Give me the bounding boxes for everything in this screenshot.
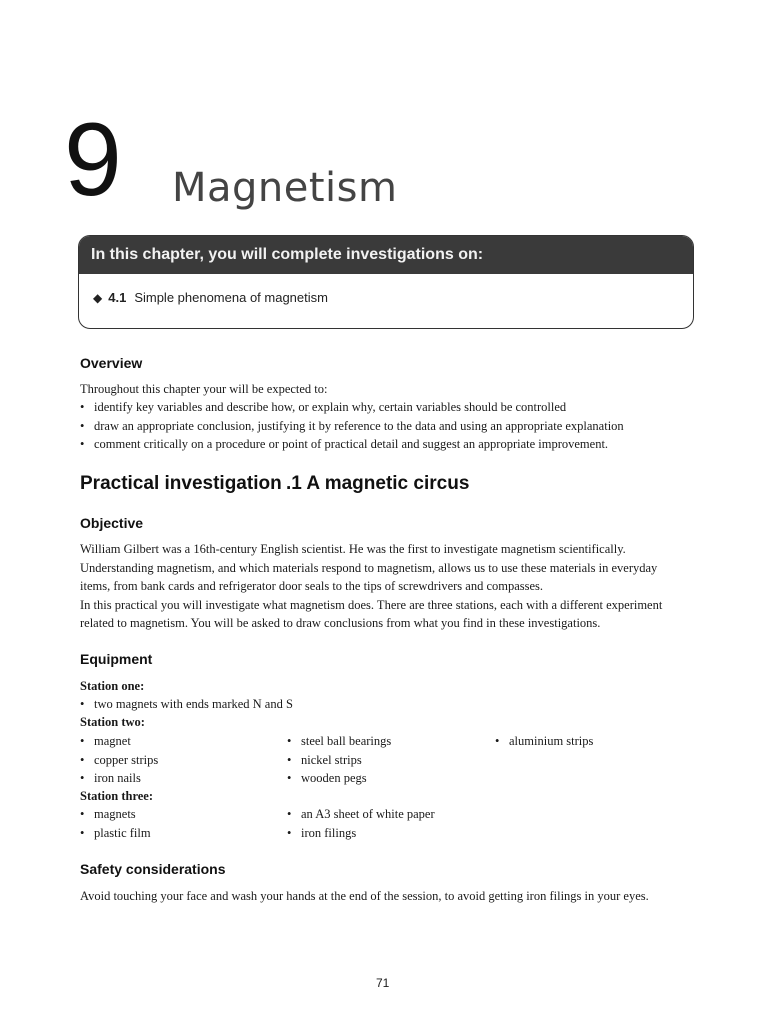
chapter-investigations-box	[78, 235, 694, 329]
list-item: • magnets	[80, 805, 151, 824]
list-item: • plastic film	[80, 824, 151, 843]
objective-line: items, from bank cards and refrigerator door seals to the tips of screwdrivers and compasses.	[80, 579, 544, 593]
list-item: • wooden pegs	[287, 769, 391, 788]
station-three-col2	[287, 805, 435, 842]
station-two-col3	[495, 732, 593, 751]
objective-line: William Gilbert was a 16th-century English scientist. He was the first to investigate magnetism scientifically.	[80, 542, 626, 556]
overview-heading: Overview	[80, 355, 143, 371]
objective-line: related to magnetism. You will be asked to draw conclusions from what you find in these investigations.	[80, 616, 601, 630]
list-item: • comment critically on a procedure or point of practical detail and suggest an appropriate improvement.	[80, 435, 624, 454]
safety-heading: Safety considerations	[80, 861, 226, 877]
list-item: • identify key variables and describe how, or explain why, certain variables should be controlled	[80, 398, 624, 417]
list-item: • draw an appropriate conclusion, justifying it by reference to the data and using an appropriate explanation	[80, 417, 624, 436]
station-one-label: Station one:	[80, 679, 145, 693]
box-item	[79, 274, 693, 305]
objective-line: Understanding magnetism, and which materials respond to magnetism, allows us to use these materials in everyday	[80, 560, 658, 575]
list-item: • two magnets with ends marked N and S	[80, 695, 293, 714]
list-item: • aluminium strips	[495, 732, 593, 751]
investigation-label: Practical investigation	[80, 473, 282, 494]
chapter-title: Magnetism	[172, 165, 398, 211]
overview-bullets	[80, 398, 624, 454]
list-item: • magnet	[80, 732, 158, 751]
list-item: • steel ball bearings	[287, 732, 391, 751]
station-one-list	[80, 695, 293, 714]
box-item-text: Simple phenomena of magnetism	[134, 290, 328, 305]
box-item-number: 4.1	[108, 290, 127, 305]
station-two-col2	[287, 732, 391, 788]
page-number: 71	[376, 976, 390, 990]
safety-text: Avoid touching your face and wash your hands at the end of the session, to avoid getting iron filings in your eyes.	[80, 889, 649, 903]
list-item: • an A3 sheet of white paper	[287, 805, 435, 824]
objective-text	[80, 540, 700, 633]
overview-intro: Throughout this chapter your will be expected to:	[80, 382, 328, 396]
station-three-label: Station three:	[80, 789, 154, 803]
station-two-label: Station two:	[80, 715, 145, 729]
box-heading: In this chapter, you will complete investigations on:	[79, 236, 693, 274]
objective-line: In this practical you will investigate what magnetism does. There are three stations, each with a different experiment	[80, 597, 663, 612]
list-item: • copper strips	[80, 751, 158, 770]
investigation-title: .1 A magnetic circus	[286, 473, 470, 494]
equipment-heading: Equipment	[80, 651, 153, 667]
objective-heading: Objective	[80, 515, 144, 531]
station-three-col1	[80, 805, 151, 842]
list-item: • iron nails	[80, 769, 158, 788]
diamond-bullet-icon: ◆	[93, 291, 103, 305]
chapter-number: 9	[64, 102, 122, 218]
station-two-col1	[80, 732, 158, 788]
list-item: • nickel strips	[287, 751, 391, 770]
list-item: • iron filings	[287, 824, 435, 843]
